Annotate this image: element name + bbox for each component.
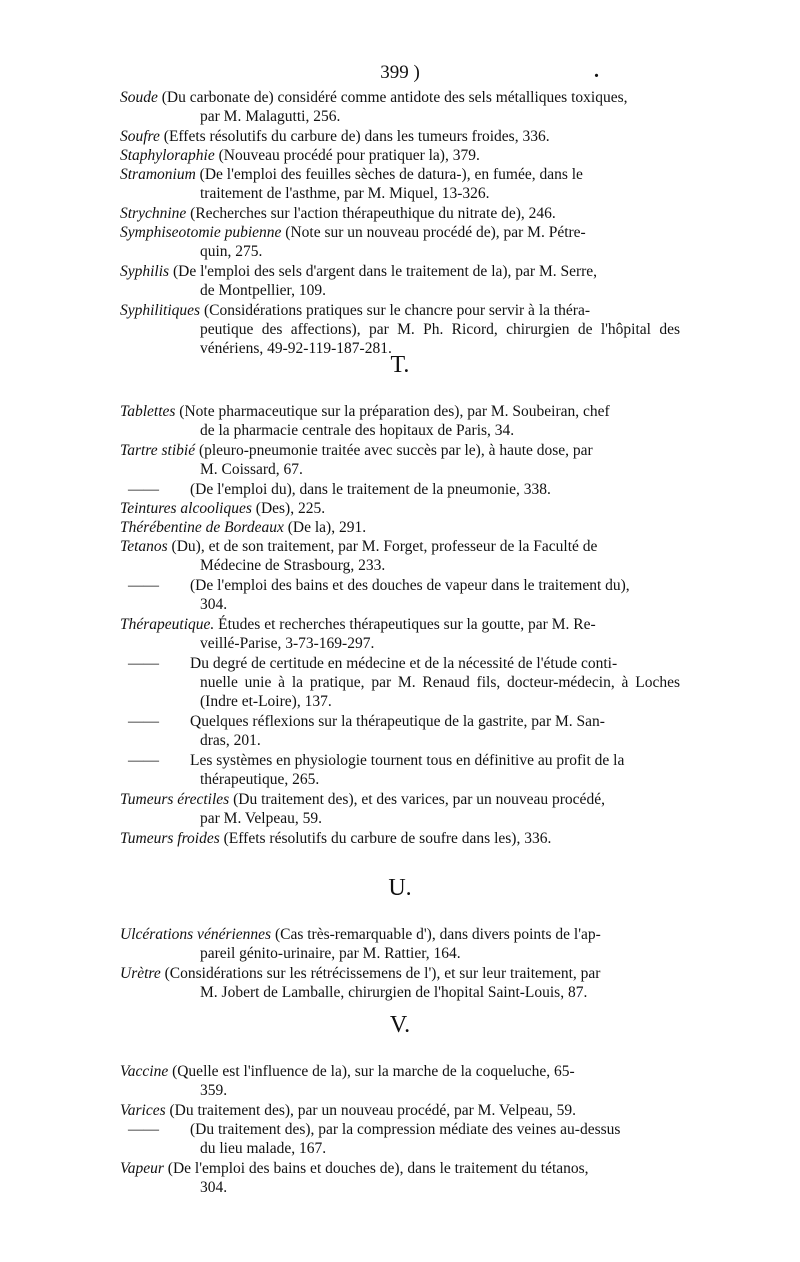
- entry-text: (Effets résolutifs du carbure de) dans les tumeurs froides, 336.: [159, 128, 550, 145]
- section-heading-u: U.: [388, 875, 412, 901]
- entry-continuation: 304.: [200, 596, 228, 613]
- entry-text: (De l'emploi du), dans le traitement de la pneumonie, 338.: [190, 481, 551, 498]
- index-entry-vapeur: [120, 1159, 680, 1197]
- index-entry-uretre: [120, 964, 680, 1002]
- ink-dot: .: [594, 60, 599, 82]
- entry-continuation: du lieu malade, 167.: [200, 1140, 327, 1157]
- entry-term: Vapeur: [120, 1160, 164, 1177]
- entry-term: Teintures alcooliques: [120, 500, 252, 517]
- entry-text: (pleuro-pneumonie traitée avec succès par le), à haute dose, par: [195, 442, 593, 459]
- index-entry-tablettes: [120, 402, 680, 440]
- entry-continuation: quin, 275.: [200, 243, 263, 260]
- entry-term: Strychnine: [120, 205, 187, 222]
- entry-text: Du degré de certitude en médecine et de la nécessité de l'étude conti-: [190, 655, 618, 672]
- entry-text: Quelques réflexions sur la thérapeutique de la gastrite, par M. San-: [190, 713, 605, 730]
- index-entry-varices: [120, 1101, 680, 1120]
- entry-term: Urètre: [120, 965, 161, 982]
- entry-continuation: pareil génito-urinaire, par M. Rattier, 164.: [200, 945, 461, 962]
- index-entry-strychnine: [120, 204, 680, 223]
- entry-text: (Du traitement des), par un nouveau procédé, par M. Velpeau, 59.: [165, 1102, 576, 1119]
- entry-continuation: thérapeutique, 265.: [200, 771, 320, 788]
- entry-continuation: peutique des affections), par M. Ph. Ricord, chirurgien de l'hôpital des vénériens, 49-92-119-187-281.: [200, 321, 680, 357]
- index-entry-ulcerations: [120, 925, 680, 963]
- index-entry-soude: [120, 88, 680, 126]
- index-entry-therebentine: [120, 518, 680, 537]
- entry-text: (Cas très-remarquable d'), dans divers points de l'ap-: [271, 926, 601, 943]
- entry-text: (De la), 291.: [283, 519, 367, 536]
- index-entry-tumeurs-froides: [120, 829, 680, 848]
- ditto-dash: ——: [128, 655, 159, 672]
- entry-continuation: de la pharmacie centrale des hopitaux de Paris, 34.: [200, 422, 515, 439]
- index-entry-vaccine: [120, 1062, 680, 1100]
- entry-term: Soufre: [120, 128, 160, 145]
- entry-term: Syphilitiques: [120, 302, 201, 319]
- entry-continuation: Médecine de Strasbourg, 233.: [200, 557, 386, 574]
- entry-term: Soude: [120, 89, 158, 106]
- entry-text: (Considérations sur les rétrécissemens de l'), et sur leur traitement, par: [160, 965, 601, 982]
- entry-text: (Considérations pratiques sur le chancre pour servir à la théra-: [200, 302, 591, 319]
- entry-term: Tumeurs érectiles: [120, 791, 230, 808]
- entry-term: Stramonium: [120, 166, 196, 183]
- entry-term: Tumeurs froides: [120, 830, 220, 847]
- index-entry-syphilis: [120, 262, 680, 300]
- entry-continuation: par M. Malagutti, 256.: [200, 108, 341, 125]
- entry-continuation: de Montpellier, 109.: [200, 282, 326, 299]
- entry-continuation: 304.: [200, 1179, 228, 1196]
- entry-continuation: nuelle unie à la pratique, par M. Renaud fils, docteur-médecin, à Loches (Indre et-Loire), 137.: [200, 674, 680, 710]
- entry-term: Tetanos: [120, 538, 168, 555]
- index-entry-syphilitiques: [120, 301, 680, 358]
- index-entry-staphyloraphie: [120, 146, 680, 165]
- entry-text: (Note sur un nouveau procédé de), par M. Pétre-: [281, 224, 586, 241]
- entry-term: Tablettes: [120, 403, 176, 420]
- entry-term: Symphiseotomie pubienne: [120, 224, 282, 241]
- index-entry-symphiseotomie: [120, 223, 680, 261]
- entry-text: (Note pharmaceutique sur la préparation des), par M. Soubeiran, chef: [175, 403, 610, 420]
- entry-text: (Du traitement des), et des varices, par un nouveau procédé,: [229, 791, 605, 808]
- entry-text: (Quelle est l'influence de la), sur la marche de la coqueluche, 65-: [168, 1063, 575, 1080]
- entry-text: Les systèmes en physiologie tournent tous en définitive au profit de la: [190, 752, 625, 769]
- entry-text: (Du traitement des), par la compression médiate des veines au-dessus: [190, 1121, 621, 1138]
- entry-continuation: veillé-Parise, 3-73-169-297.: [200, 635, 375, 652]
- entry-text: (De l'emploi des sels d'argent dans le traitement de la), par M. Serre,: [169, 263, 598, 280]
- entry-text: (De l'emploi des bains et des douches de vapeur dans le traitement du),: [190, 577, 630, 594]
- ditto-dash: ——: [128, 481, 159, 498]
- entry-continuation: traitement de l'asthme, par M. Miquel, 13-326.: [200, 185, 490, 202]
- entry-text: (Recherches sur l'action thérapeuthique du nitrate de), 246.: [186, 205, 556, 222]
- index-entry-therapeutique: [120, 615, 680, 653]
- entry-continuation: par M. Velpeau, 59.: [200, 810, 322, 827]
- section-heading-v: V.: [389, 1012, 411, 1038]
- entry-term: Tartre stibié: [120, 442, 196, 459]
- entry-term: Staphyloraphie: [120, 147, 215, 164]
- entry-text: (Effets résolutifs du carbure de soufre dans les), 336.: [219, 830, 552, 847]
- entry-continuation: dras, 201.: [200, 732, 261, 749]
- index-entry-stramonium: [120, 165, 680, 203]
- entry-term: Varices: [120, 1102, 166, 1119]
- entry-continuation: M. Jobert de Lamballe, chirurgien de l'hopital Saint-Louis, 87.: [200, 984, 588, 1001]
- index-subentry-therapeutique-1: [128, 654, 680, 711]
- index-entry-teintures: [120, 499, 680, 518]
- index-entry-soufre: [120, 127, 680, 146]
- entry-term: Ulcérations vénériennes: [120, 926, 272, 943]
- index-entry-tartre: [120, 441, 680, 479]
- entry-text: (Du carbonate de) considéré comme antidote des sels métalliques toxiques,: [157, 89, 628, 106]
- ditto-dash: ——: [128, 577, 159, 594]
- index-subentry-therapeutique-3: [128, 751, 680, 789]
- entry-term: Syphilis: [120, 263, 170, 280]
- ditto-dash: ——: [128, 713, 159, 730]
- entry-text: Études et recherches thérapeutiques sur la goutte, par M. Re-: [214, 616, 596, 633]
- entry-text: (Nouveau procédé pour pratiquer la), 379.: [214, 147, 480, 164]
- index-entry-tetanos: [120, 537, 680, 575]
- entry-text: (Des), 225.: [251, 500, 326, 517]
- entry-term: Thérébentine de Bordeaux: [120, 519, 284, 536]
- entry-continuation: M. Coissard, 67.: [200, 461, 303, 478]
- entry-term: Thérapeutique.: [120, 616, 215, 633]
- entry-text: (Du), et de son traitement, par M. Forget, professeur de la Faculté de: [167, 538, 598, 555]
- index-entry-tumeurs-erectiles: [120, 790, 680, 828]
- index-subentry-therapeutique-2: [128, 712, 680, 750]
- ditto-dash: ——: [128, 1121, 159, 1138]
- entry-term: Vaccine: [120, 1063, 169, 1080]
- index-subentry-tetanos: [128, 576, 680, 614]
- index-subentry-tartre: [128, 480, 680, 499]
- entry-text: (De l'emploi des feuilles sèches de datura-), en fumée, dans le: [195, 166, 583, 183]
- section-heading-t: T.: [390, 352, 410, 378]
- ditto-dash: ——: [128, 752, 159, 769]
- entry-continuation: 359.: [200, 1082, 228, 1099]
- index-subentry-varices: [128, 1120, 680, 1158]
- page-number: 399 ): [380, 62, 420, 83]
- entry-text: (De l'emploi des bains et douches de), dans le traitement du tétanos,: [163, 1160, 589, 1177]
